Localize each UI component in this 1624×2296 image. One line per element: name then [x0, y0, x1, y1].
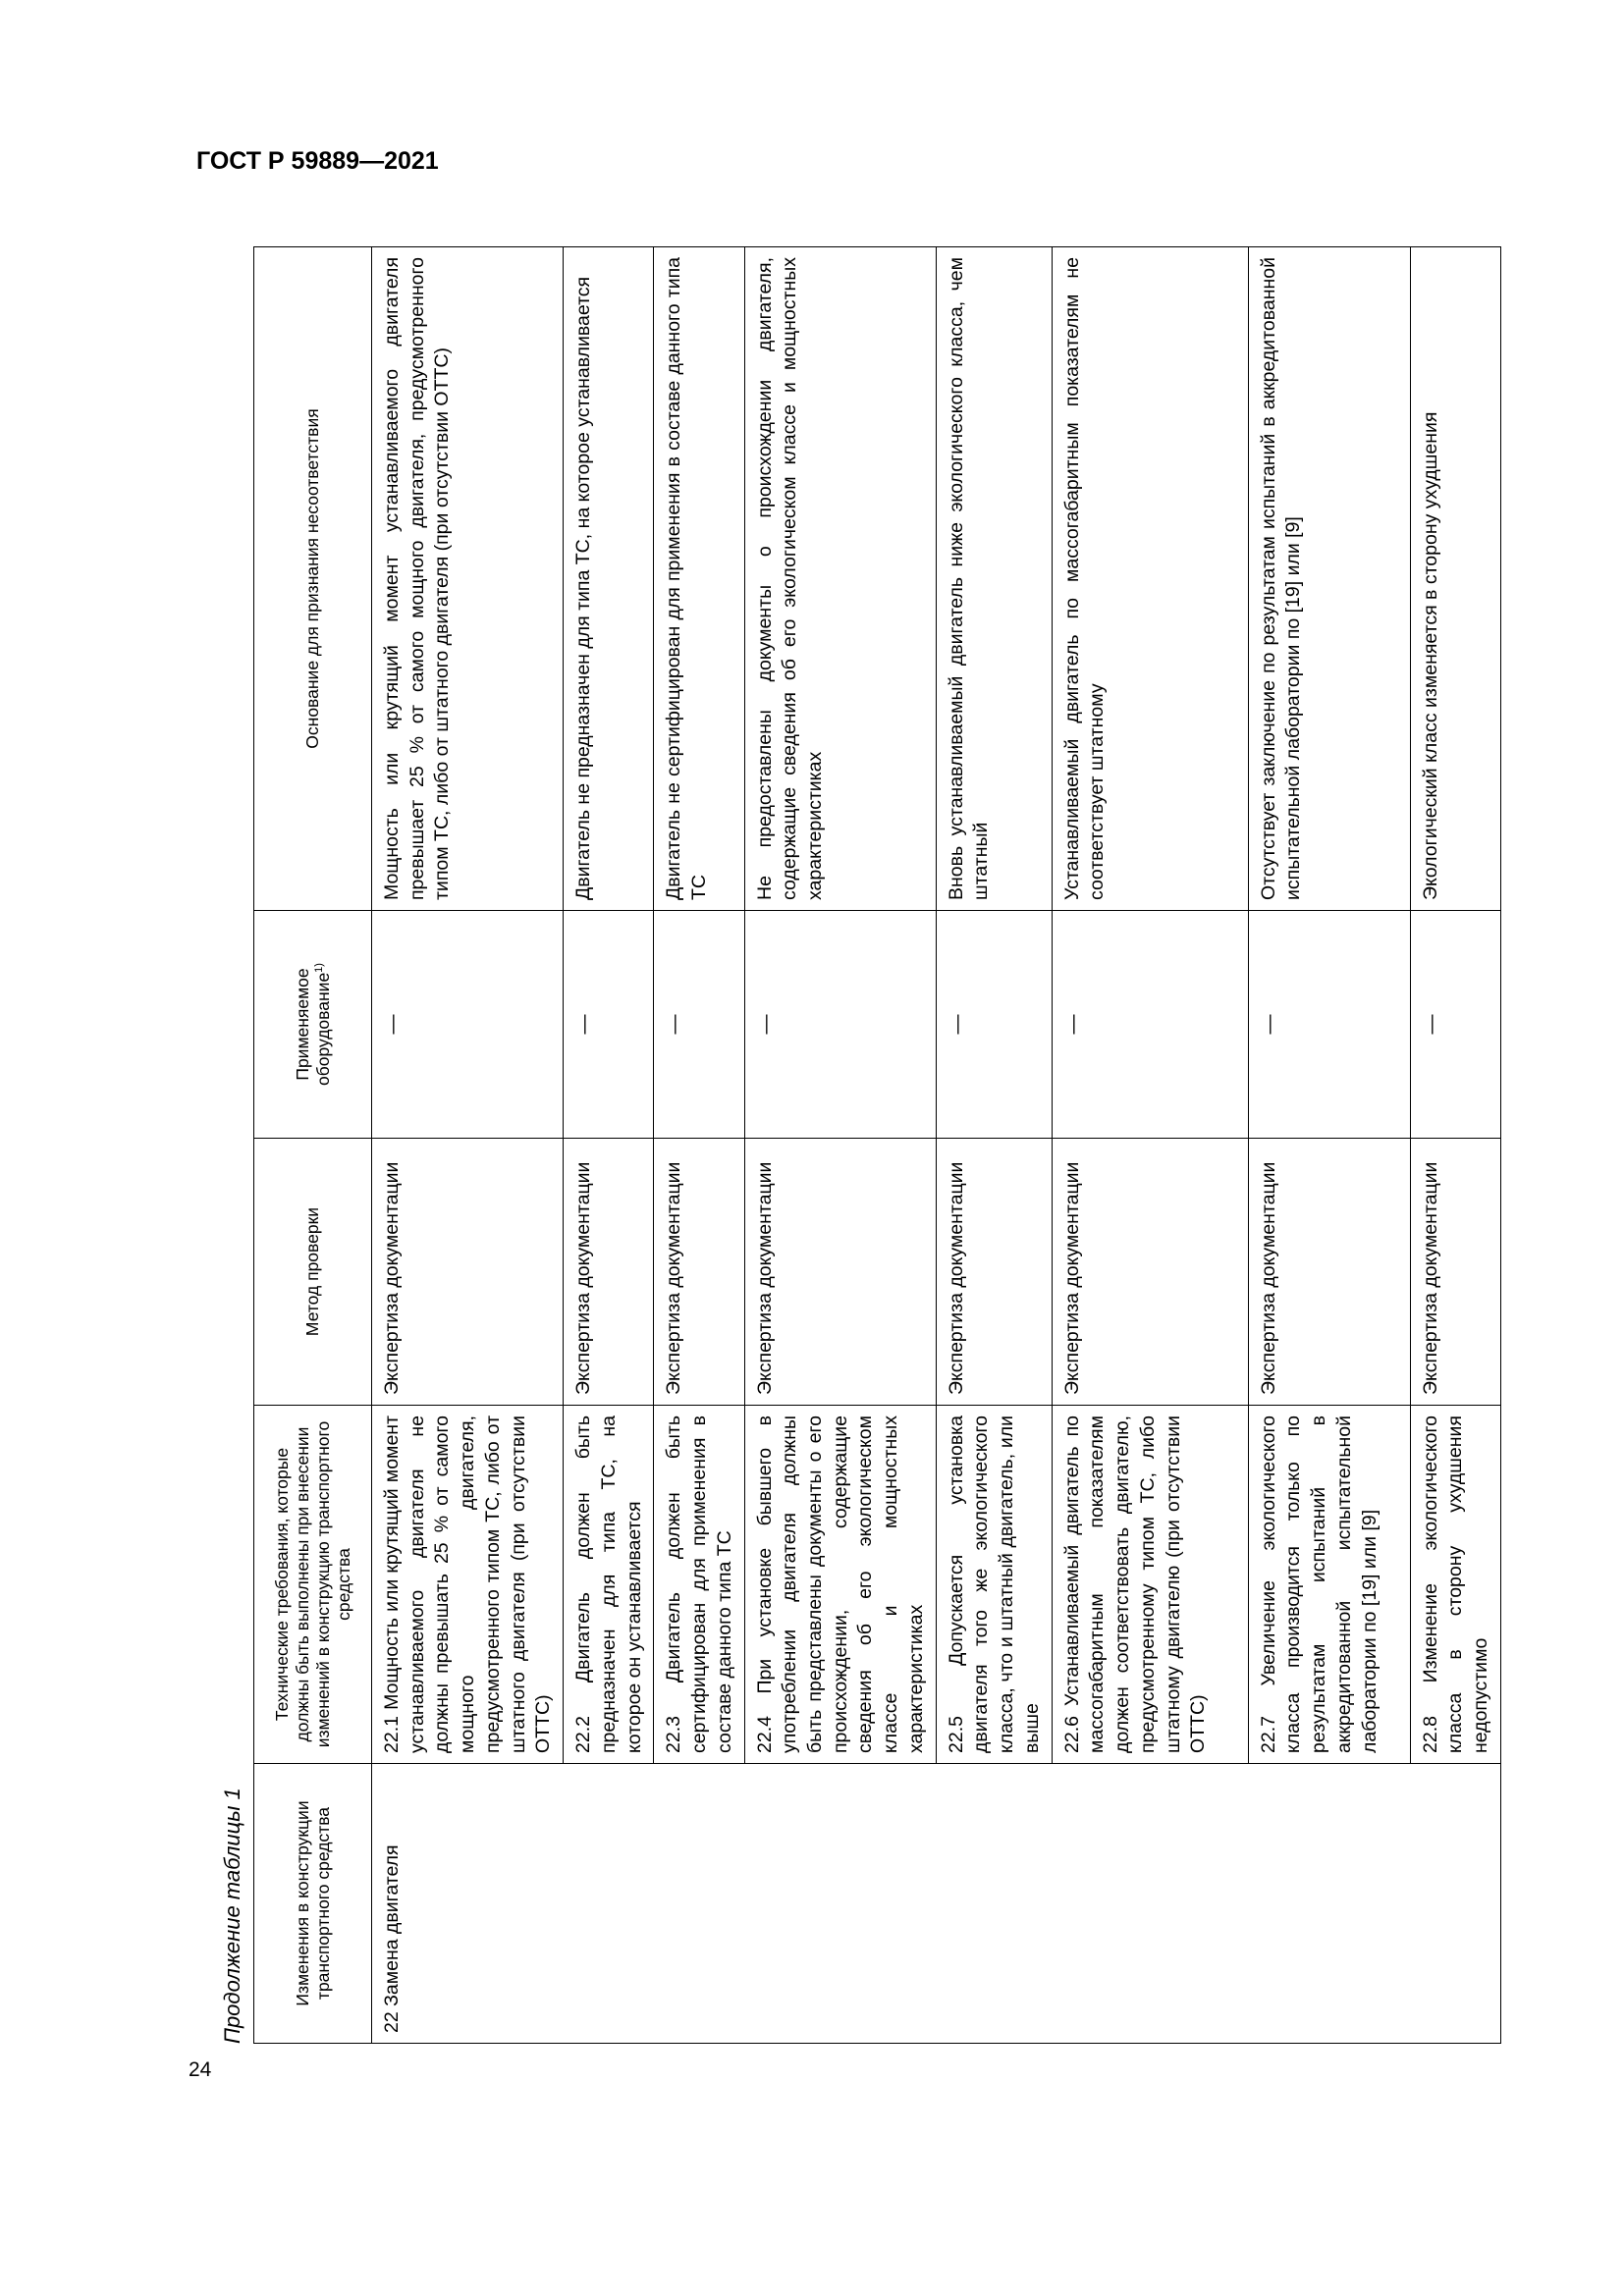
- rotated-table-block: [220, 247, 1492, 2044]
- equipment-cell: —: [372, 911, 564, 1139]
- reason-cell: Не предоставлены документы о происхождении двигателя, содержащие сведения об его экологическом классе и мощностных характеристиках: [744, 247, 936, 911]
- method-cell: Экспертиза документации: [654, 1139, 744, 1406]
- requirement-cell: 22.8 Изменение экологического класса в сторону ухудшения недопустимо: [1410, 1406, 1500, 1764]
- group-cell: 22 Замена двигателя: [372, 1764, 1501, 2044]
- requirement-cell: 22.2 Двигатель должен быть предназначен для типа ТС, на которое он устанавливается: [564, 1406, 654, 1764]
- equipment-cell: —: [654, 911, 744, 1139]
- column-header-equipment: [254, 911, 372, 1139]
- requirement-cell: 22.1 Мощность или крутящий момент устанавливаемого двигателя не должны превышать 25 % от самого мощного двигателя, предусмотренного типом ТС, либо от штатного двигателя (при отсутствии ОТТС): [372, 1406, 564, 1764]
- method-cell: Экспертиза документации: [372, 1139, 564, 1406]
- equipment-cell: —: [1248, 911, 1410, 1139]
- requirement-cell: 22.3 Двигатель должен быть сертифицирован для применения в составе данного типа ТС: [654, 1406, 744, 1764]
- reason-cell: Экологический класс изменяется в сторону ухудшения: [1410, 247, 1500, 911]
- column-header-change: Изменения в конструкции транспортного средства: [254, 1764, 372, 2044]
- equipment-cell: —: [936, 911, 1052, 1139]
- document-header: ГОСТ Р 59889—2021: [196, 147, 439, 175]
- method-cell: Экспертиза документации: [936, 1139, 1052, 1406]
- equipment-header-text: Применяемое оборудование: [292, 968, 333, 1086]
- method-cell: Экспертиза документации: [1410, 1139, 1500, 1406]
- equipment-cell: —: [1410, 911, 1500, 1139]
- method-cell: Экспертиза документации: [744, 1139, 936, 1406]
- method-cell: Экспертиза документации: [1248, 1139, 1410, 1406]
- page-number: 24: [189, 2058, 212, 2081]
- column-header-reason: Основание для признания несоответствия: [254, 247, 372, 911]
- reason-cell: Вновь устанавливаемый двигатель ниже экологического класса, чем штатный: [936, 247, 1052, 911]
- reason-cell: Мощность или крутящий момент устанавливаемого двигателя превышает 25 % от самого мощного двигателя, предусмотренного типом ТС, либо от штатного двигателя (при отсутствии ОТТС): [372, 247, 564, 911]
- column-header-requirements: Технические требования, которые должны быть выполнены при внесении изменений в конструкцию транспортного средства: [254, 1406, 372, 1764]
- footnote-mark: 1): [312, 963, 325, 973]
- method-cell: Экспертиза документации: [564, 1139, 654, 1406]
- table-row: [372, 247, 564, 2044]
- equipment-cell: —: [564, 911, 654, 1139]
- requirement-cell: 22.7 Увеличение экологического класса производится только по результатам испытаний в аккредитованной испытательной лаборатории по [19] или [9]: [1248, 1406, 1410, 1764]
- requirement-cell: 22.5 Допускается установка двигателя того же экологического класса, что и штатный двигатель, или выше: [936, 1406, 1052, 1764]
- requirement-cell: 22.6 Устанавливаемый двигатель по массогабаритным показателям должен соответствовать двигателю, предусмотренному типом ТС, либо штатному двигателю (при отсутствии ОТТС): [1052, 1406, 1248, 1764]
- table-caption: Продолжение таблицы 1: [220, 1788, 244, 2044]
- column-header-method: Метод проверки: [254, 1139, 372, 1406]
- equipment-cell: —: [744, 911, 936, 1139]
- reason-cell: Двигатель не сертифицирован для применения в составе данного типа ТС: [654, 247, 744, 911]
- table-header-row: [254, 247, 372, 2044]
- reason-cell: Устанавливаемый двигатель по массогабаритным показателям не соответствует штатному: [1052, 247, 1248, 911]
- requirement-cell: 22.4 При установке бывшего в употреблении двигателя должны быть представлены документы о его происхождении, содержащие сведения об его экологическом классе и мощностных характеристиках: [744, 1406, 936, 1764]
- requirements-table: [253, 246, 1501, 2044]
- equipment-cell: —: [1052, 911, 1248, 1139]
- reason-cell: Двигатель не предназначен для типа ТС, на которое устанавливается: [564, 247, 654, 911]
- reason-cell: Отсутствует заключение по результатам испытаний в аккредитованной испытательной лаборатории по [19] или [9]: [1248, 247, 1410, 911]
- method-cell: Экспертиза документации: [1052, 1139, 1248, 1406]
